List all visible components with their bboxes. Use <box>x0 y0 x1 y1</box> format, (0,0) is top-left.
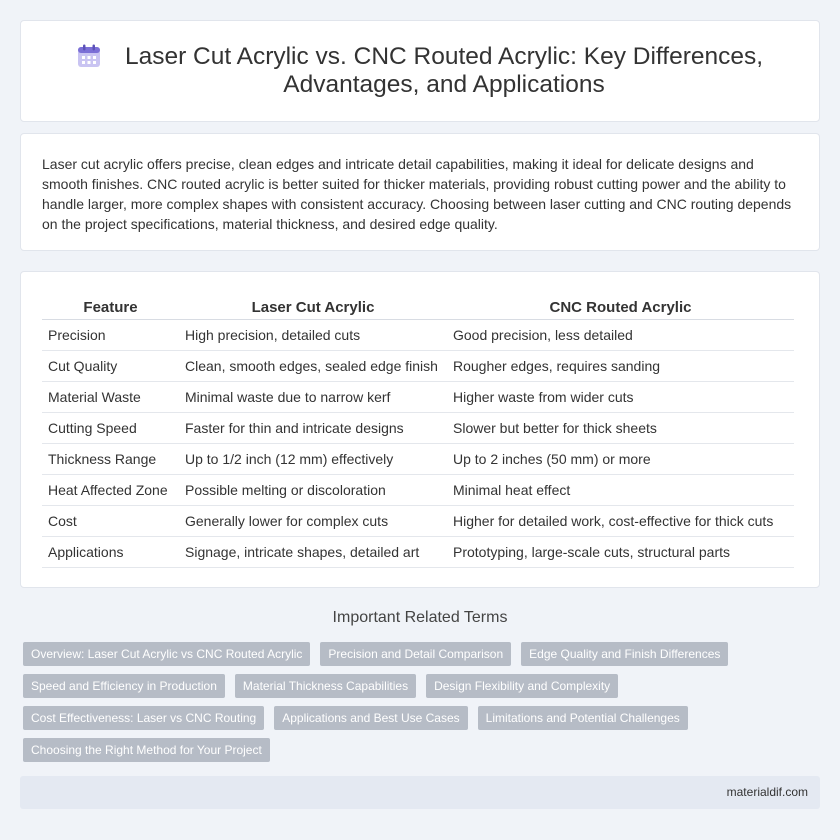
cnc-cell: Higher waste from wider cuts <box>447 382 794 413</box>
footer-bar <box>20 776 820 809</box>
laser-cell: High precision, detailed cuts <box>179 320 447 351</box>
feature-cell: Material Waste <box>42 382 179 413</box>
comparison-table-card <box>20 271 820 588</box>
laser-cell: Up to 1/2 inch (12 mm) effectively <box>179 444 447 475</box>
feature-cell: Cost <box>42 506 179 537</box>
cnc-cell: Slower but better for thick sheets <box>447 413 794 444</box>
laser-cell: Generally lower for complex cuts <box>179 506 447 537</box>
table-row <box>42 382 794 413</box>
column-header-laser: Laser Cut Acrylic <box>179 296 447 320</box>
tag-link[interactable]: Limitations and Potential Challenges <box>478 706 688 730</box>
feature-cell: Heat Affected Zone <box>42 475 179 506</box>
feature-cell: Precision <box>42 320 179 351</box>
feature-cell: Cutting Speed <box>42 413 179 444</box>
table-row <box>42 351 794 382</box>
laser-cell: Clean, smooth edges, sealed edge finish <box>179 351 447 382</box>
related-tags <box>23 642 823 770</box>
laser-cell: Possible melting or discoloration <box>179 475 447 506</box>
tag-link[interactable]: Overview: Laser Cut Acrylic vs CNC Routed Acrylic <box>23 642 310 666</box>
table-row <box>42 413 794 444</box>
feature-cell: Thickness Range <box>42 444 179 475</box>
laser-cell: Faster for thin and intricate designs <box>179 413 447 444</box>
cnc-cell: Up to 2 inches (50 mm) or more <box>447 444 794 475</box>
title-wrap <box>21 21 819 121</box>
column-header-feature: Feature <box>42 296 179 320</box>
cnc-cell: Minimal heat effect <box>447 475 794 506</box>
table-row <box>42 537 794 568</box>
table-row <box>42 320 794 351</box>
header-card <box>20 20 820 122</box>
page-title: Laser Cut Acrylic vs. CNC Routed Acrylic: Key Differences, Advantages, and Applications <box>124 43 764 98</box>
intro-card <box>20 133 820 251</box>
tag-link[interactable]: Design Flexibility and Complexity <box>426 674 618 698</box>
table-row <box>42 475 794 506</box>
column-header-cnc: CNC Routed Acrylic <box>447 296 794 320</box>
table-row <box>42 444 794 475</box>
laser-cell: Signage, intricate shapes, detailed art <box>179 537 447 568</box>
table-row <box>42 506 794 537</box>
intro-paragraph: Laser cut acrylic offers precise, clean edges and intricate detail capabilities, making it ideal for delicate designs and smooth finishes. CNC routed acrylic is better suited for thicker materials, providing robust cutting power and the ability to handle larger, more complex shapes with consistent accuracy. Choosing between laser cutting and CNC routing depends on the project specifications, material thickness, and desired edge quality. <box>42 156 792 232</box>
site-link[interactable]: materialdif.com <box>726 785 808 799</box>
tag-link[interactable]: Edge Quality and Finish Differences <box>521 642 728 666</box>
tag-link[interactable]: Applications and Best Use Cases <box>274 706 467 730</box>
related-terms-heading: Important Related Terms <box>332 609 508 626</box>
feature-cell: Cut Quality <box>42 351 179 382</box>
calendar-icon <box>76 43 102 69</box>
feature-cell: Applications <box>42 537 179 568</box>
cnc-cell: Rougher edges, requires sanding <box>447 351 794 382</box>
tag-link[interactable]: Material Thickness Capabilities <box>235 674 416 698</box>
laser-cell: Minimal waste due to narrow kerf <box>179 382 447 413</box>
cnc-cell: Prototyping, large-scale cuts, structural parts <box>447 537 794 568</box>
cnc-cell: Good precision, less detailed <box>447 320 794 351</box>
table-header-row <box>42 296 794 320</box>
cnc-cell: Higher for detailed work, cost-effective for thick cuts <box>447 506 794 537</box>
tag-link[interactable]: Choosing the Right Method for Your Project <box>23 738 270 762</box>
tag-link[interactable]: Cost Effectiveness: Laser vs CNC Routing <box>23 706 264 730</box>
comparison-table <box>42 296 794 568</box>
tag-link[interactable]: Precision and Detail Comparison <box>320 642 511 666</box>
tag-link[interactable]: Speed and Efficiency in Production <box>23 674 225 698</box>
